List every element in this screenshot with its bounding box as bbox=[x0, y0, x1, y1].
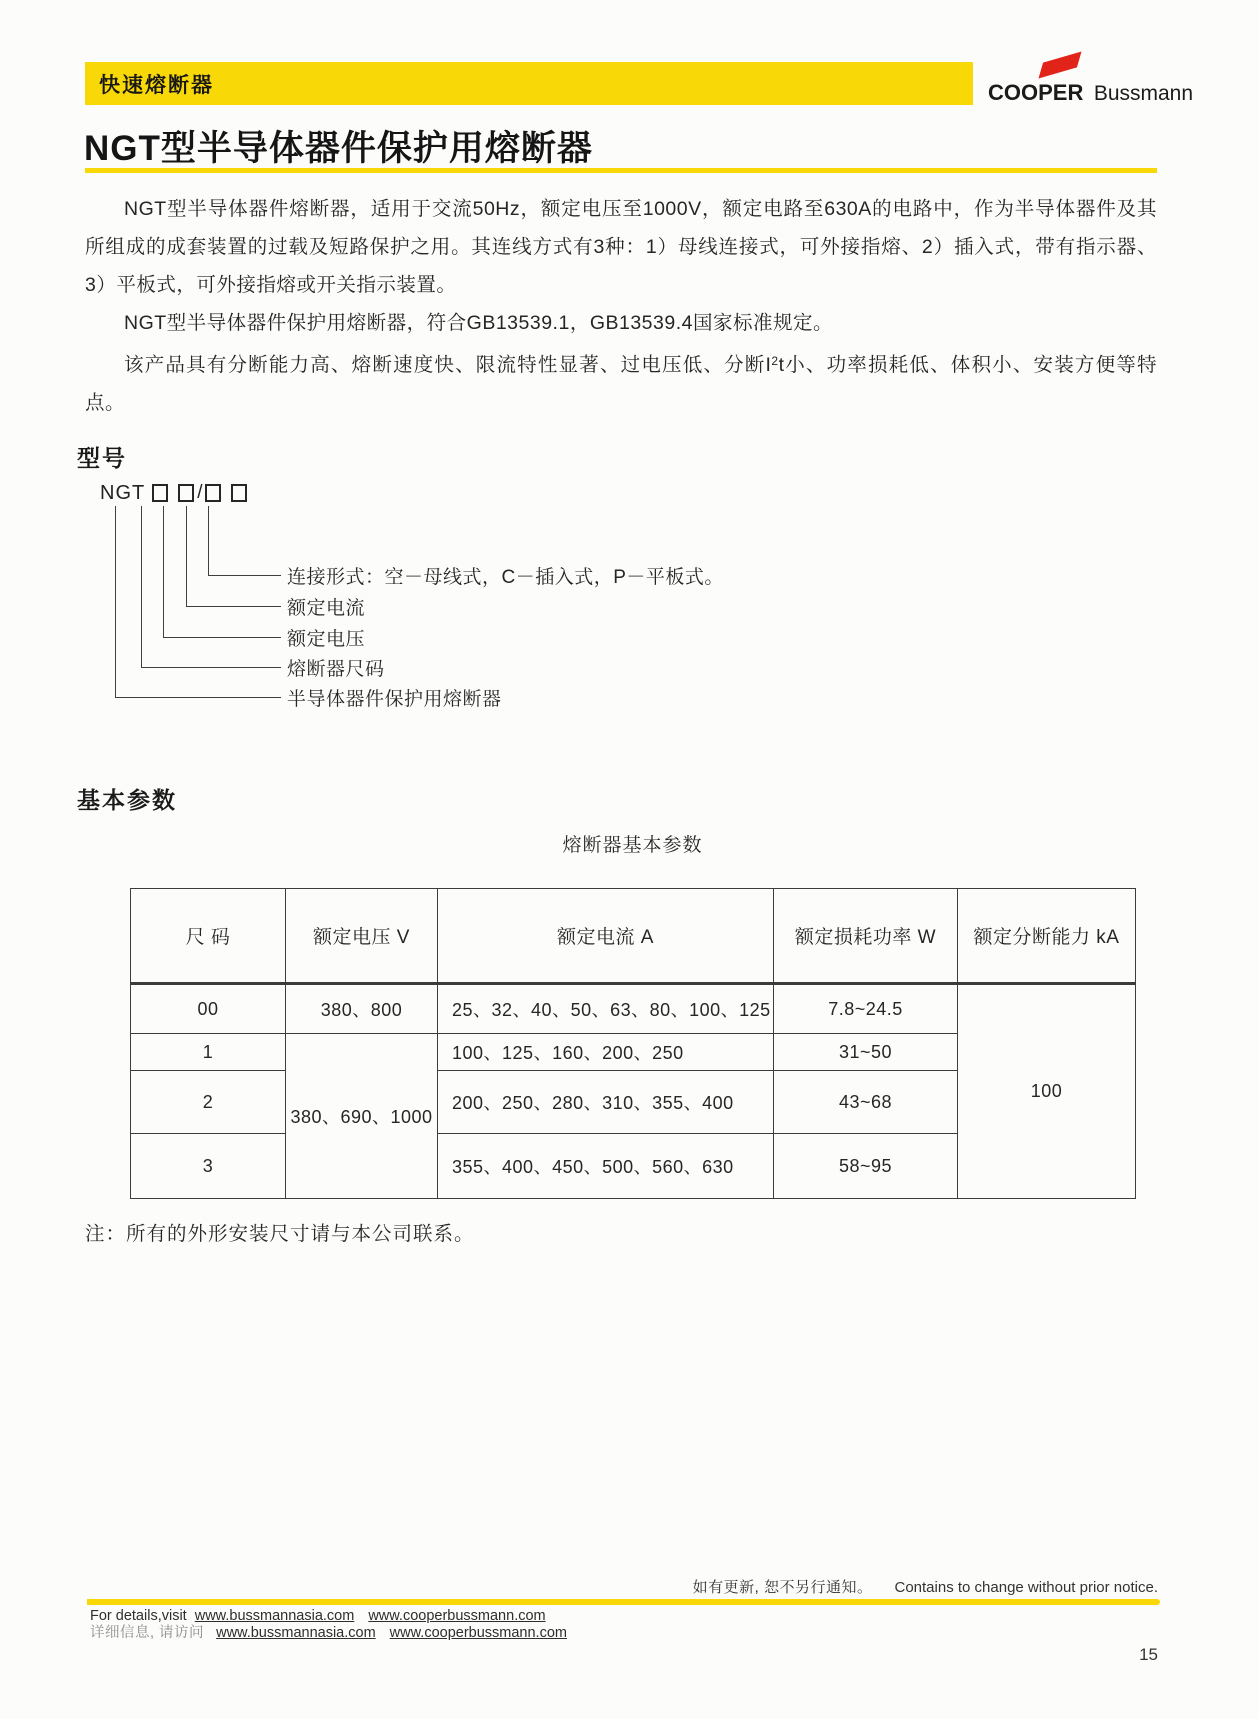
footer-links-cn bbox=[90, 1625, 567, 1642]
cell-power: 43~68 bbox=[774, 1071, 958, 1134]
model-placeholder-box-current bbox=[205, 484, 221, 502]
model-placeholder-box-size bbox=[152, 484, 168, 502]
model-label-rated-current: 额定电流 bbox=[287, 598, 366, 619]
cell-power: 58~95 bbox=[774, 1134, 958, 1199]
intro-paragraph-1: NGT型半导体器件熔断器，适用于交流50Hz，额定电压至1000V，额定电路至630A的电路中，作为半导体器件及其所组成的成套装置的过载及短路保护之用。其连线方式有3种：1）母线连接式，可外接指熔、2）插入式，带有指示器、3）平板式，可外接指熔或开关指示装置。 bbox=[85, 198, 1157, 296]
page-number: 15 bbox=[1139, 1645, 1158, 1664]
cell-size: 2 bbox=[131, 1071, 286, 1134]
table-row bbox=[131, 984, 1136, 1034]
cell-size: 3 bbox=[131, 1134, 286, 1199]
cooper-bussmann-logo bbox=[988, 58, 1194, 106]
intro-text bbox=[85, 190, 1157, 422]
model-label-connection: 连接形式：空－母线式，C－插入式，P－平板式。 bbox=[287, 567, 724, 588]
model-placeholder-box-voltage bbox=[178, 484, 194, 502]
cell-current: 100、125、160、200、250 bbox=[438, 1034, 774, 1071]
footer-links-prefix-en: For details,visit bbox=[90, 1608, 187, 1624]
model-placeholder-box-connection bbox=[231, 484, 247, 502]
logo-cooper: COOPER bbox=[988, 80, 1084, 105]
col-header-voltage: 额定电压 V bbox=[286, 889, 438, 984]
cell-current: 355、400、450、500、560、630 bbox=[438, 1134, 774, 1199]
col-header-breaking: 额定分断能力 kA bbox=[958, 889, 1136, 984]
cooperbussmann-link[interactable]: www.cooperbussmann.com bbox=[389, 1625, 567, 1641]
model-label-rated-voltage: 额定电压 bbox=[287, 629, 366, 650]
table-header-row bbox=[131, 889, 1136, 984]
bussmannasia-link[interactable]: www.bussmannasia.com bbox=[194, 1608, 355, 1624]
model-heading: 型号 bbox=[77, 445, 127, 471]
cell-voltage: 380、800 bbox=[286, 984, 438, 1034]
footer-links bbox=[90, 1608, 567, 1642]
cell-breaking-capacity: 100 bbox=[958, 984, 1136, 1199]
footer-links-prefix-cn: 详细信息, 请访问 bbox=[90, 1625, 205, 1641]
parameters-section bbox=[0, 775, 1258, 1205]
logo-bussmann: Bussmann bbox=[1093, 82, 1194, 105]
cell-size: 00 bbox=[131, 984, 286, 1034]
footer-links-en bbox=[90, 1608, 567, 1625]
model-label-fuse-size: 熔断器尺码 bbox=[287, 659, 385, 680]
col-header-current: 额定电流 A bbox=[438, 889, 774, 984]
model-label-fuse-type: 半导体器件保护用熔断器 bbox=[287, 689, 502, 710]
intro-paragraph-3 bbox=[85, 342, 1157, 422]
intro-paragraph-3-end: t小、功率损耗低、体积小、安装方便等特点。 bbox=[85, 354, 1158, 414]
model-connector-line-connection bbox=[208, 506, 281, 576]
page-title: NGT型半导体器件保护用熔断器 bbox=[84, 129, 593, 168]
model-prefix: NGT bbox=[100, 481, 146, 504]
cell-voltage-merged: 380、690、1000 bbox=[286, 1034, 438, 1199]
footer-yellow-rule bbox=[87, 1599, 1160, 1605]
category-label: 快速熔断器 bbox=[99, 73, 214, 97]
col-header-power: 额定损耗功率 W bbox=[774, 889, 958, 984]
cooper-flag-icon bbox=[1038, 52, 1081, 79]
model-section bbox=[0, 438, 1258, 723]
cell-size: 1 bbox=[131, 1034, 286, 1071]
cell-current: 200、250、280、310、355、400 bbox=[438, 1071, 774, 1134]
cell-power: 31~50 bbox=[774, 1034, 958, 1071]
i2t-superscript: 2 bbox=[771, 354, 779, 368]
parameters-heading: 基本参数 bbox=[77, 787, 177, 813]
model-code bbox=[100, 482, 247, 504]
footnote: 注：所有的外形安装尺寸请与本公司联系。 bbox=[85, 1223, 475, 1245]
update-notice bbox=[85, 1576, 1158, 1597]
cell-power: 7.8~24.5 bbox=[774, 984, 958, 1034]
parameters-table bbox=[130, 888, 1136, 1199]
logo-text bbox=[988, 80, 1193, 106]
title-underline bbox=[85, 168, 1157, 173]
update-notice-cn: 如有更新, 恕不另行通知。 bbox=[692, 1579, 873, 1596]
intro-paragraph-3-start: 该产品具有分断能力高、熔断速度快、限流特性显著、过电压低、分断I bbox=[124, 354, 772, 376]
update-notice-en: Contains to change without prior notice. bbox=[894, 1579, 1158, 1596]
cell-current: 25、32、40、50、63、80、100、125 bbox=[438, 984, 774, 1034]
cooperbussmann-link[interactable]: www.cooperbussmann.com bbox=[368, 1608, 546, 1624]
col-header-size: 尺 码 bbox=[131, 889, 286, 984]
intro-paragraph-2: NGT型半导体器件保护用熔断器，符合GB13539.1，GB13539.4国家标准规定。 bbox=[124, 312, 833, 334]
model-slash: / bbox=[197, 482, 203, 503]
table-caption: 熔断器基本参数 bbox=[562, 835, 703, 856]
bussmannasia-link[interactable]: www.bussmannasia.com bbox=[216, 1625, 376, 1641]
category-banner bbox=[85, 62, 973, 105]
